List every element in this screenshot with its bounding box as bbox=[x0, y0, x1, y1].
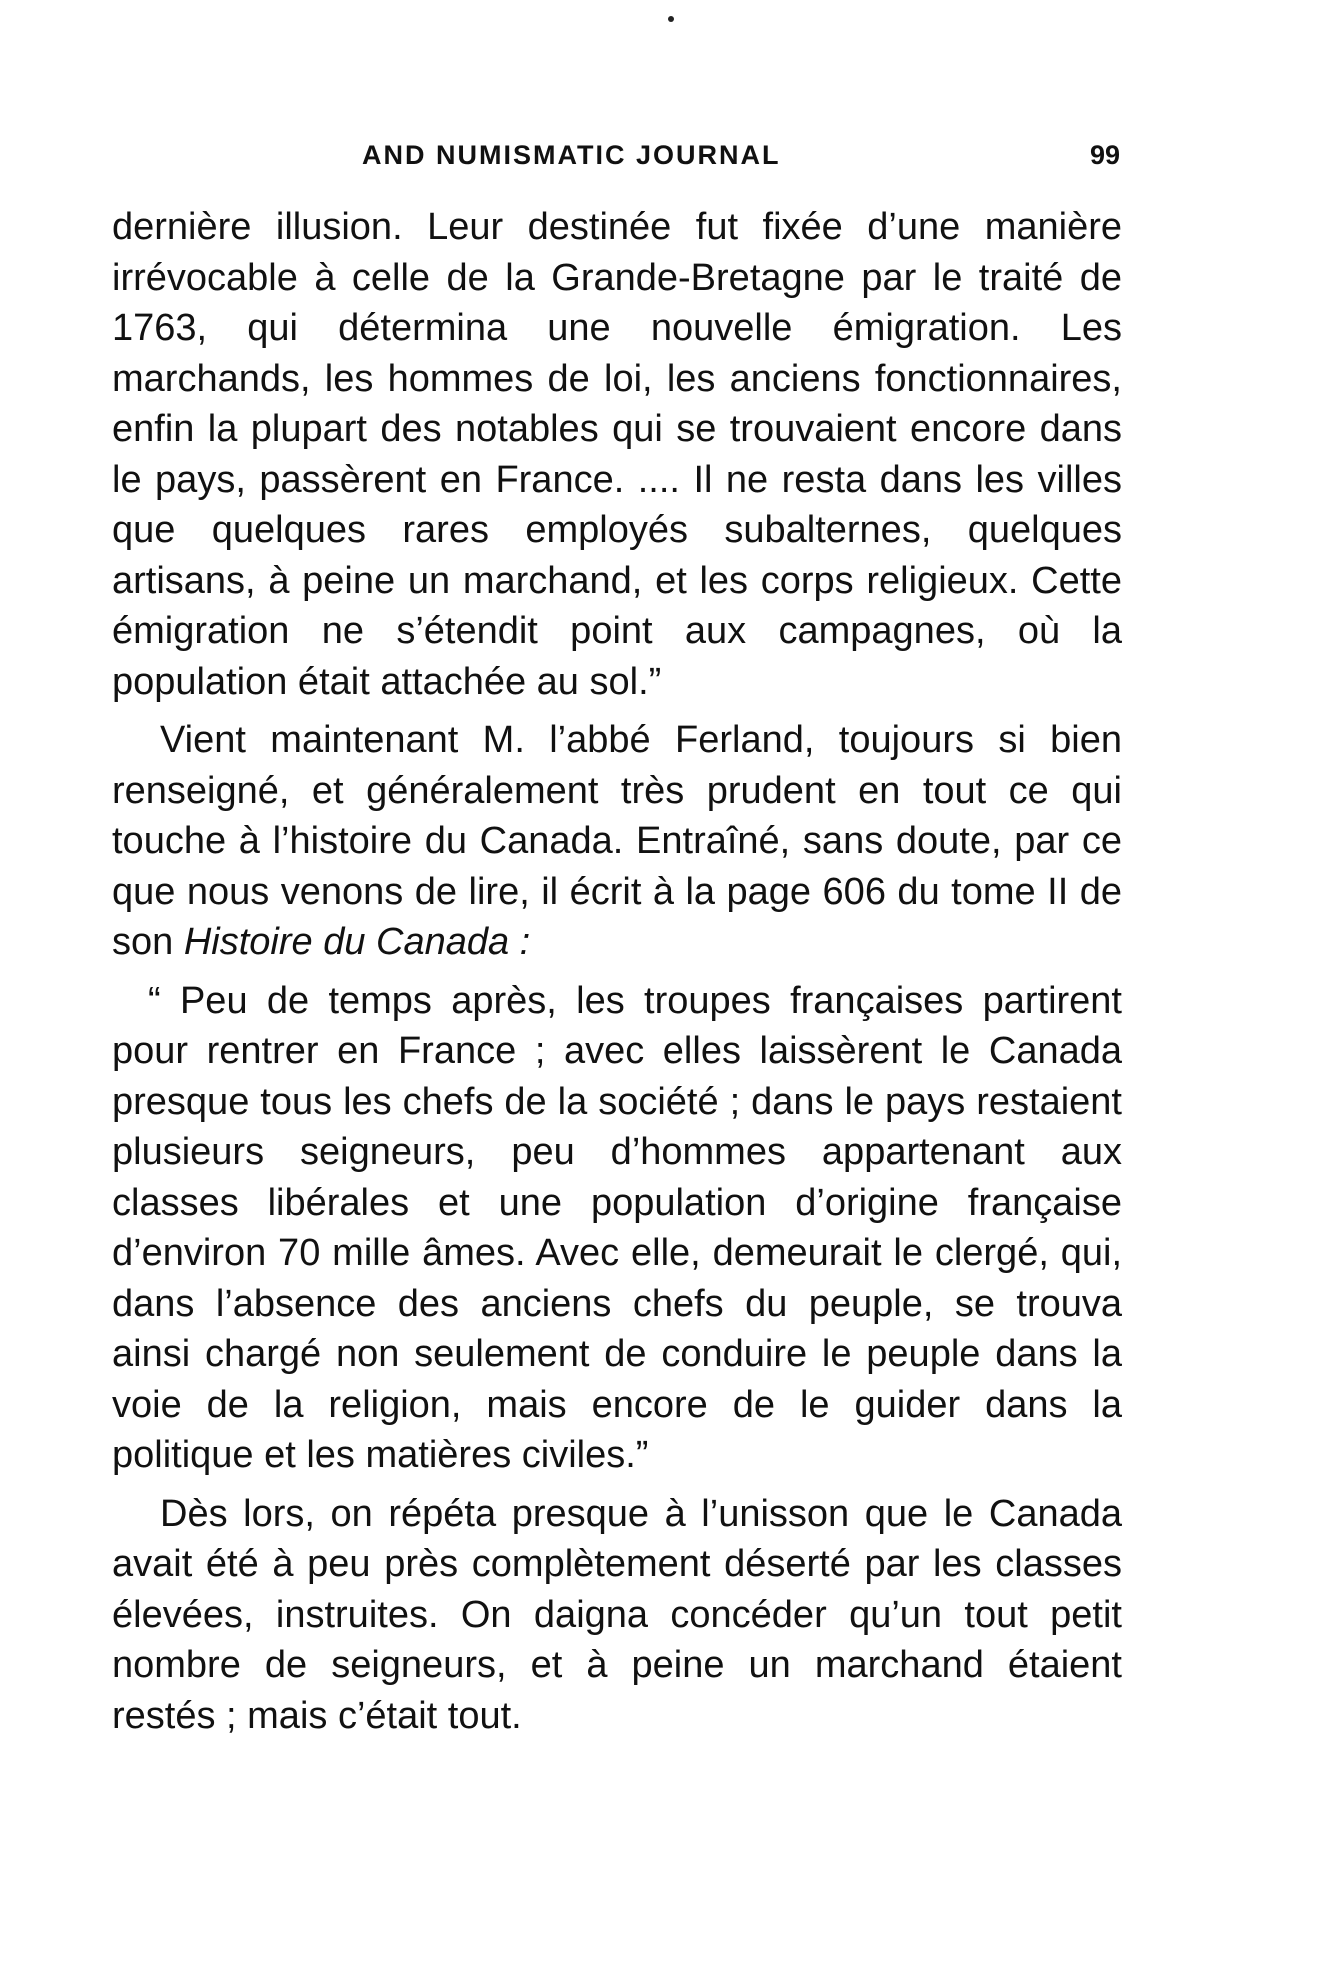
running-title: AND NUMISMATIC JOURNAL bbox=[362, 140, 781, 170]
body-text bbox=[112, 202, 1122, 1741]
page-number: 99 bbox=[1089, 140, 1120, 170]
paragraph-conclusion: Dès lors, on répéta presque à l’unisson que le Canada avait été à peu près complètement déserté par les classes élevées, instruites. On daigna concéder qu’un tout petit nombre de seigneurs, et à peine un marchand étaient restés ; mais c’était tout. bbox=[112, 1492, 1122, 1737]
paragraph-ferland-intro bbox=[112, 715, 1122, 968]
paragraph-ferland-quote: “ Peu de temps après, les troupes françaises partirent pour rentrer en France ; avec elles laissèrent le Canada presque tous les chefs de la société ; dans le pays restaient plusieurs seigneurs, peu d’hommes appartenant aux classes libérales et une population d’origine française d’environ 70 mille âmes. Avec elle, demeurait le clergé, qui, dans l’absence des anciens chefs du peuple, se trouva ainsi chargé non seulement de conduire le peuple dans la voie de la religion, mais encore de le guider dans la politique et les matières civiles.” bbox=[112, 979, 1122, 1476]
top-speck-mark bbox=[668, 16, 674, 22]
book-title-italic: Histoire du Canada : bbox=[183, 921, 531, 963]
running-header bbox=[112, 140, 1120, 180]
paragraph-ferland-text: Vient maintenant M. l’abbé Ferland, toujours si bien renseigné, et généralement très prudent en tout ce qui touche à l’histoire du Canada. Entraîné, sans doute, par ce que nous venons de lire, il écrit à la page 606 du tome II de son bbox=[112, 719, 1122, 963]
paragraph-continuation: dernière illusion. Leur destinée fut fixée d’une manière irrévocable à celle de la Grande-Bretagne par le traité de 1763, qui détermina une nouvelle émigration. Les marchands, les hommes de loi, les anciens fonctionnaires, enfin la plupart des notables qui se trouvaient encore dans le pays, passèrent en France. .... Il ne resta dans les villes que quelques rares employés subalternes, quelques artisans, à peine un marchand, et les corps religieux. Cette émigration ne s’étendit point aux campagnes, où la population était attachée au sol.” bbox=[112, 206, 1122, 703]
